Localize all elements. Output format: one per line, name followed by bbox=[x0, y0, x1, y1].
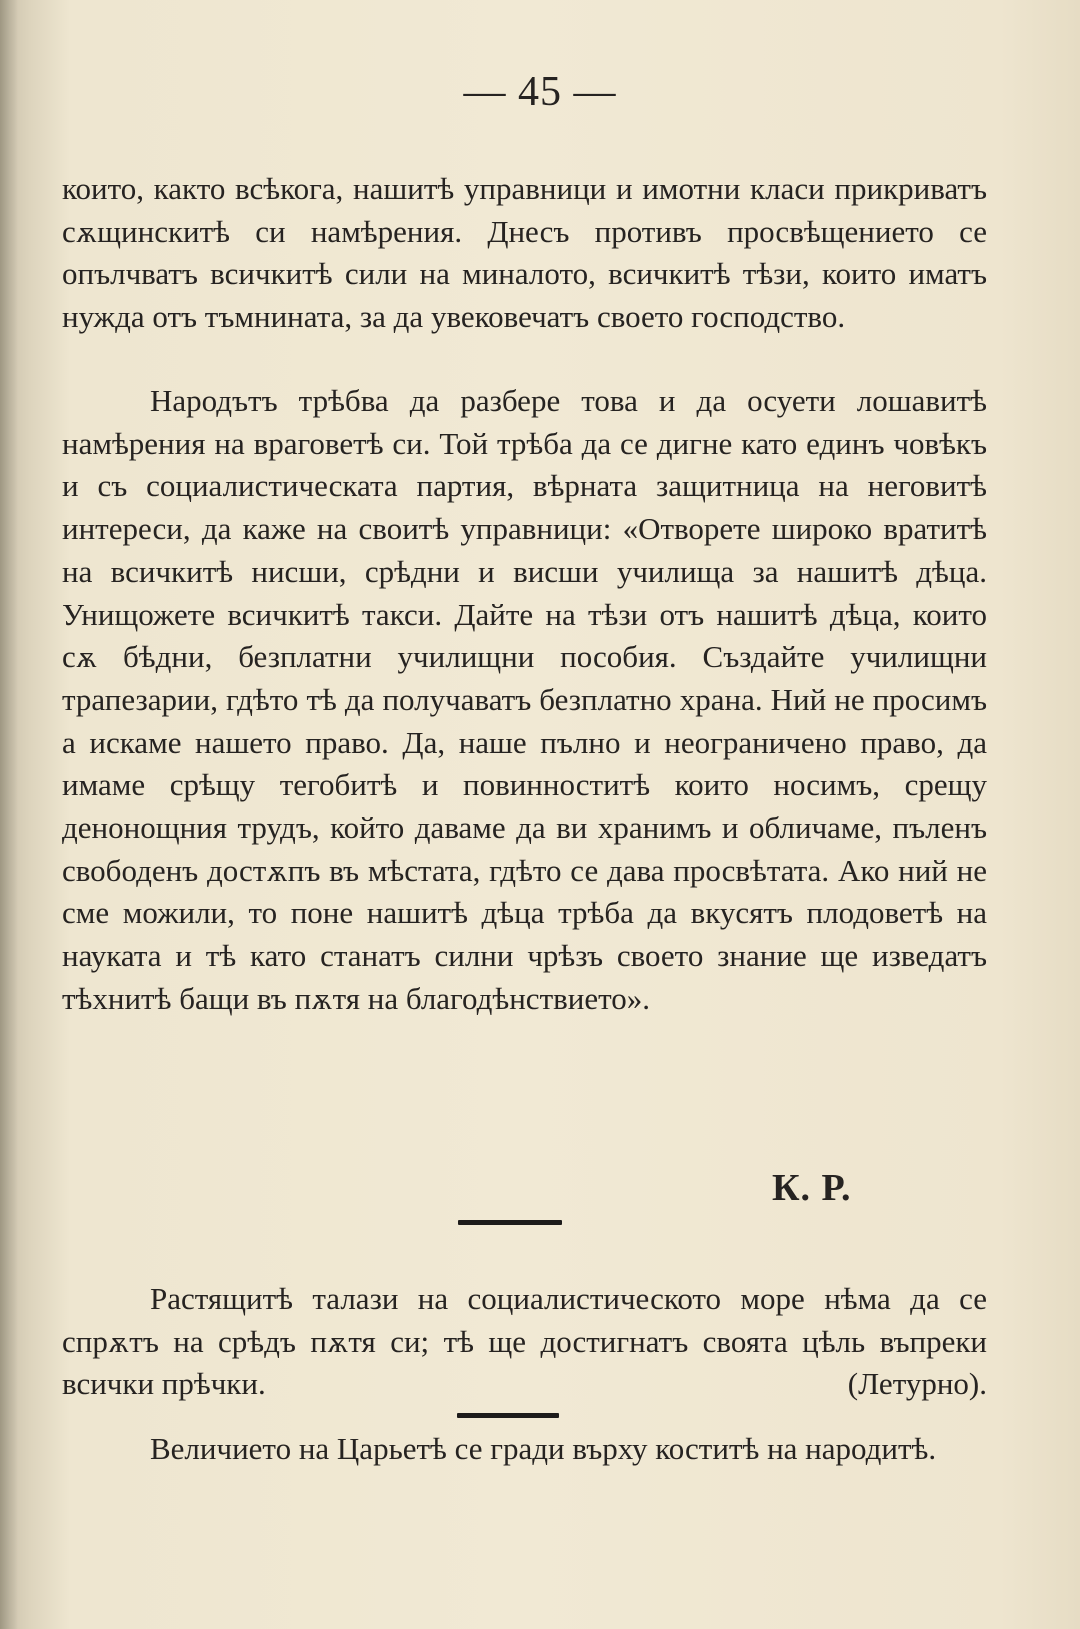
quote-1-author: (Летурно). bbox=[847, 1366, 987, 1402]
signature: К. Р. bbox=[772, 1167, 852, 1209]
quote-divider bbox=[457, 1413, 559, 1418]
quote-2: Величието на Царьетѣ се гради върху коститѣ на народитѣ. bbox=[150, 1431, 937, 1466]
paragraph-2: Народътъ трѣбва да разбере това и да осуети лошавитѣ намѣрения на враговетѣ си. Той трѣба да се дигне като единъ човѣкъ и съ социалистическата партия, вѣрната защитница на неговитѣ интереси, да каже на своитѣ управници: «Отворете широко вратитѣ на всичкитѣ нисши, срѣдни и висши училища за нашитѣ дѣца. Унищожете всичкитѣ такси. Дайте на тѣзи отъ нашитѣ дѣца, които сѫ бѣдни, безплатни училищни пособия. Създайте училищни трапезарии, гдѣто тѣ да получаватъ безплатно храна. Ний не просимъ а искаме нашето право. Да, наше пълно и неограничено право, да имаме срѣщу тегобитѣ и повинноститѣ които носимъ, срещу денонощния трудъ, който даваме да ви хранимъ и обличаме, пъленъ свободенъ достѫпъ въ мѣстата, гдѣто се дава просвѣтата. Ако ний не сме можили, то поне нашитѣ дѣца трѣба да вкусятъ плодоветѣ на науката и тѣ като станатъ силни чрѣзъ своето знание ще изведатъ тѣхнитѣ бащи въ пѫтя на благодѣнствието». bbox=[62, 383, 987, 1016]
paragraph-1: които, както всѣкога, нашитѣ управници и имотни класи прикриватъ сѫщинскитѣ си намѣрения. Днесъ противъ просвѣщението се опълчватъ всичкитѣ сили на миналото, всичкитѣ тѣзи, които иматъ нужда отъ тъмнината, за да увековечатъ своето господство. bbox=[62, 171, 987, 335]
book-spine-shadow bbox=[0, 0, 18, 1629]
quote-1 bbox=[62, 1278, 987, 1406]
quote-1-text: Растящитѣ талази на социалистическото море нѣма да се спрѫтъ на срѣдъ пѫтя си; тѣ ще достигнатъ своята цѣль въпреки всички прѣчки. bbox=[62, 1281, 987, 1402]
section-divider bbox=[458, 1220, 562, 1225]
page-number: — 45 — bbox=[463, 69, 617, 115]
